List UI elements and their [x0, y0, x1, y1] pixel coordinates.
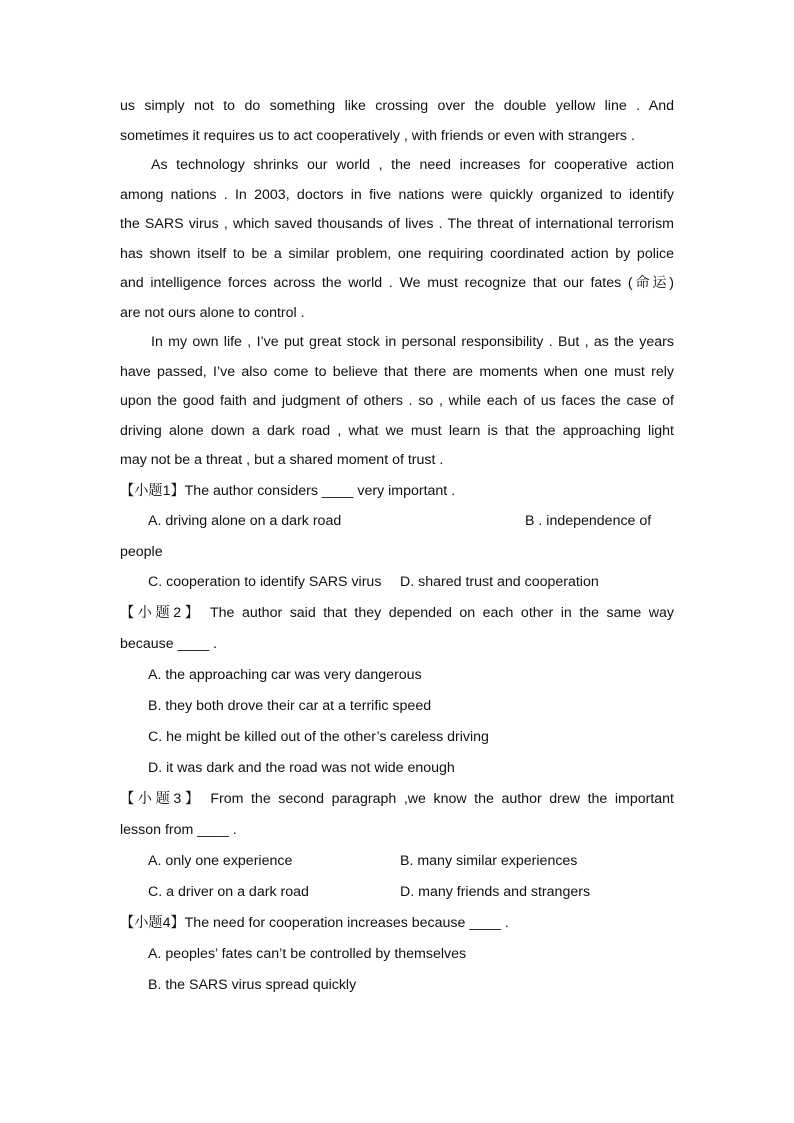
option-b: B. the SARS virus spread quickly	[148, 976, 357, 993]
passage-line: As technology shrinks our world , the need increases for cooperative action	[151, 157, 674, 173]
option-a: A. only one experience	[148, 852, 293, 869]
option-c: C. a driver on a dark road	[148, 883, 309, 900]
question-2	[120, 598, 674, 784]
option-d: D. many friends and strangers	[400, 883, 591, 900]
question-stem: 【小题2】 The author said that they depended on each other in the same way	[120, 604, 674, 621]
passage-line: may not be a threat , but a shared moment of trust .	[120, 452, 444, 468]
question-3	[120, 784, 674, 908]
option-a: A. driving alone on a dark road	[148, 512, 342, 529]
question-stem: 【小题1】The author considers ____ very important .	[120, 482, 456, 499]
option-c: C. cooperation to identify SARS virus	[148, 573, 382, 590]
passage-line: driving alone down a dark road , what we must learn is that the approaching light	[120, 422, 674, 439]
passage-line: sometimes it requires us to act cooperatively , with friends or even with strangers .	[120, 127, 635, 144]
question-stem: 【小题3】 From the second paragraph ,we know the author drew the important	[120, 790, 674, 807]
option-row	[120, 567, 674, 598]
question-1	[120, 476, 674, 598]
option-c: C. he might be killed out of the other’s careless driving	[148, 728, 489, 745]
passage	[120, 92, 674, 476]
option-a: A. peoples’ fates can’t be controlled by themselves	[148, 945, 467, 962]
question-stem: 【小题4】The need for cooperation increases because ____ .	[120, 914, 509, 931]
option-d: D. it was dark and the road was not wide enough	[148, 759, 455, 776]
option-b: B. many similar experiences	[400, 852, 578, 869]
option-b: B. they both drove their car at a terrific speed	[148, 697, 432, 714]
option-b: B . independence of	[525, 512, 652, 529]
passage-line: In my own life , I’ve put great stock in personal responsibility . But , as the years	[151, 334, 674, 350]
option-row	[120, 846, 674, 877]
passage-line: are not ours alone to control .	[120, 304, 305, 321]
question-4	[120, 908, 674, 1001]
option-row	[120, 877, 674, 908]
passage-line: has shown itself to be a similar problem, one requiring coordinated action by police	[120, 245, 674, 262]
option-d: D. shared trust and cooperation	[400, 573, 599, 590]
question-stem-continuation: lesson from ____ .	[120, 821, 237, 838]
passage-line: the SARS virus , which saved thousands of lives . The threat of international terrorism	[120, 216, 674, 232]
passage-line: among nations . In 2003, doctors in five nations were quickly organized to identify	[120, 186, 674, 203]
passage-line: us simply not to do something like crossing over the double yellow line . And	[120, 98, 674, 114]
passage-line: and intelligence forces across the world . We must recognize that our fates (命运)	[120, 275, 674, 291]
option-a: A. the approaching car was very dangerous	[148, 666, 422, 683]
question-stem-continuation: because ____ .	[120, 635, 218, 652]
passage-line: have passed, I’ve also come to believe that there are moments when one must rely	[120, 363, 674, 380]
passage-line: upon the good faith and judgment of others . so , while each of us faces the case of	[120, 393, 674, 409]
option-b-continuation: people	[120, 543, 163, 560]
document-page	[120, 92, 674, 1001]
option-row	[120, 506, 674, 537]
